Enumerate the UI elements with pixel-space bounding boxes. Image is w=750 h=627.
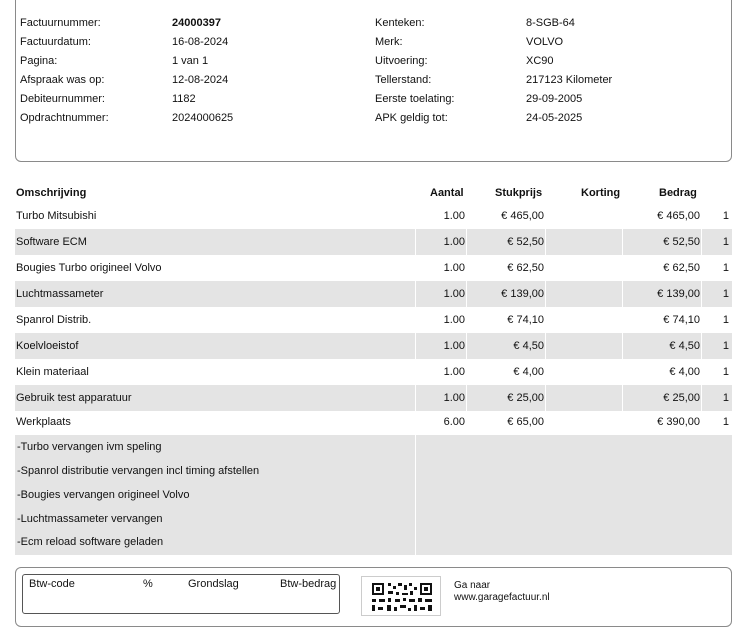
- value: 217123 Kilometer: [526, 74, 613, 86]
- label: APK geldig tot:: [375, 112, 448, 124]
- table-row: [15, 385, 732, 411]
- row-quantity: 1.00: [443, 366, 465, 378]
- row-amount: € 25,00: [663, 392, 700, 404]
- table-row: [15, 255, 732, 281]
- row-vat-code: 1: [722, 366, 729, 378]
- row-quantity: 1.00: [443, 340, 465, 352]
- row-quantity: 1.00: [443, 236, 465, 248]
- goto-link[interactable]: www.garagefactuur.nl: [454, 592, 550, 603]
- row-unit-price: € 25,00: [507, 392, 544, 404]
- col-aantal: Aantal: [430, 187, 464, 199]
- row-quantity: 1.00: [443, 288, 465, 300]
- col-divider: [701, 229, 702, 255]
- row-amount: € 62,50: [663, 262, 700, 274]
- label: Factuurdatum:: [20, 36, 91, 48]
- col-bedrag: Bedrag: [659, 187, 697, 199]
- goto-label: Ga naar: [454, 580, 491, 591]
- col-omschrijving: Omschrijving: [16, 187, 87, 199]
- row-quantity: 1.00: [443, 314, 465, 326]
- label: Tellerstand:: [375, 74, 432, 86]
- col-korting: Korting: [581, 187, 621, 199]
- goto-text: [454, 580, 550, 604]
- value: 24-05-2025: [526, 112, 583, 124]
- qr-code-frame: [361, 576, 441, 616]
- label: Afspraak was op:: [20, 74, 105, 86]
- table-row: [15, 229, 732, 255]
- row-unit-price: € 139,00: [501, 288, 544, 300]
- col-divider: [545, 281, 546, 307]
- row-vat-code: 1: [722, 416, 729, 428]
- label: Merk:: [375, 36, 403, 48]
- note-line: -Turbo vervangen ivm speling: [17, 441, 162, 453]
- row-description: Bougies Turbo origineel Volvo: [16, 262, 162, 274]
- vat-col-base: Grondslag: [188, 578, 239, 590]
- col-divider: [545, 385, 546, 411]
- label: Uitvoering:: [375, 55, 428, 67]
- col-divider: [545, 229, 546, 255]
- label: Debiteurnummer:: [20, 93, 105, 105]
- row-description: Klein materiaal: [16, 366, 89, 378]
- value: 24000397: [172, 17, 221, 29]
- col-divider: [415, 435, 416, 555]
- vat-summary-box: [15, 567, 732, 627]
- row-unit-price: € 4,50: [513, 340, 544, 352]
- row-vat-code: 1: [722, 392, 729, 404]
- label: Eerste toelating:: [375, 93, 455, 105]
- row-amount: € 390,00: [657, 416, 700, 428]
- row-amount: € 52,50: [663, 236, 700, 248]
- table-row: [15, 281, 732, 307]
- row-quantity: 6.00: [443, 416, 465, 428]
- row-unit-price: € 52,50: [507, 236, 544, 248]
- row-vat-code: 1: [722, 262, 729, 274]
- value: 1182: [172, 93, 196, 105]
- row-unit-price: € 65,00: [507, 416, 544, 428]
- row-description: Luchtmassameter: [16, 288, 104, 300]
- row-description: Software ECM: [16, 236, 87, 248]
- col-divider: [545, 333, 546, 359]
- row-vat-code: 1: [722, 340, 729, 352]
- note-line: -Bougies vervangen origineel Volvo: [17, 489, 190, 501]
- note-line: -Ecm reload software geladen: [17, 536, 164, 548]
- row-amount: € 4,00: [669, 366, 700, 378]
- row-description: Spanrol Distrib.: [16, 314, 92, 326]
- row-quantity: 1.00: [443, 392, 465, 404]
- label: Kenteken:: [375, 17, 425, 29]
- row-amount: € 465,00: [657, 210, 700, 222]
- row-unit-price: € 4,00: [513, 366, 544, 378]
- row-unit-price: € 62,50: [507, 262, 544, 274]
- row-vat-code: 1: [722, 210, 729, 222]
- table-row: [15, 307, 732, 333]
- work-notes: [15, 435, 732, 555]
- note-line: -Luchtmassameter vervangen: [17, 513, 163, 525]
- qr-code-icon: [362, 577, 442, 617]
- row-amount: € 4,50: [669, 340, 700, 352]
- table-header: [15, 183, 732, 203]
- value: VOLVO: [526, 36, 564, 48]
- qr-code[interactable]: [361, 576, 441, 616]
- value: 1 van 1: [172, 55, 209, 67]
- table-row: [15, 333, 732, 359]
- vat-col-percent: %: [143, 578, 153, 590]
- value: 8-SGB-64: [526, 17, 575, 29]
- row-description: Koelvloeistof: [16, 340, 79, 352]
- vat-col-amount: Btw-bedrag: [280, 578, 337, 590]
- row-amount: € 139,00: [657, 288, 700, 300]
- row-vat-code: 1: [722, 314, 729, 326]
- row-description: Werkplaats: [16, 416, 71, 428]
- col-divider: [701, 385, 702, 411]
- value: 12-08-2024: [172, 74, 229, 86]
- invoice-info-box: [15, 0, 732, 162]
- value: 29-09-2005: [526, 93, 583, 105]
- label: Factuurnummer:: [20, 17, 101, 29]
- vat-table: [22, 574, 340, 614]
- table-row: [15, 359, 732, 385]
- row-quantity: 1.00: [443, 262, 465, 274]
- col-divider: [701, 281, 702, 307]
- row-vat-code: 1: [722, 288, 729, 300]
- value: XC90: [526, 55, 554, 67]
- table-row: [15, 409, 732, 435]
- value: 2024000625: [172, 112, 234, 124]
- label: Opdrachtnummer:: [20, 112, 109, 124]
- row-unit-price: € 465,00: [501, 210, 544, 222]
- col-divider: [701, 333, 702, 359]
- col-stukprijs: Stukprijs: [495, 187, 543, 199]
- row-quantity: 1.00: [443, 210, 465, 222]
- row-vat-code: 1: [722, 236, 729, 248]
- value: 16-08-2024: [172, 36, 229, 48]
- vat-col-code: Btw-code: [29, 578, 75, 590]
- row-amount: € 74,10: [663, 314, 700, 326]
- row-description: Gebruik test apparatuur: [16, 392, 132, 404]
- label: Pagina:: [20, 55, 58, 67]
- table-row: [15, 203, 732, 229]
- note-line: -Spanrol distributie vervangen incl timing afstellen: [17, 465, 260, 477]
- row-description: Turbo Mitsubishi: [16, 210, 97, 222]
- row-unit-price: € 74,10: [507, 314, 544, 326]
